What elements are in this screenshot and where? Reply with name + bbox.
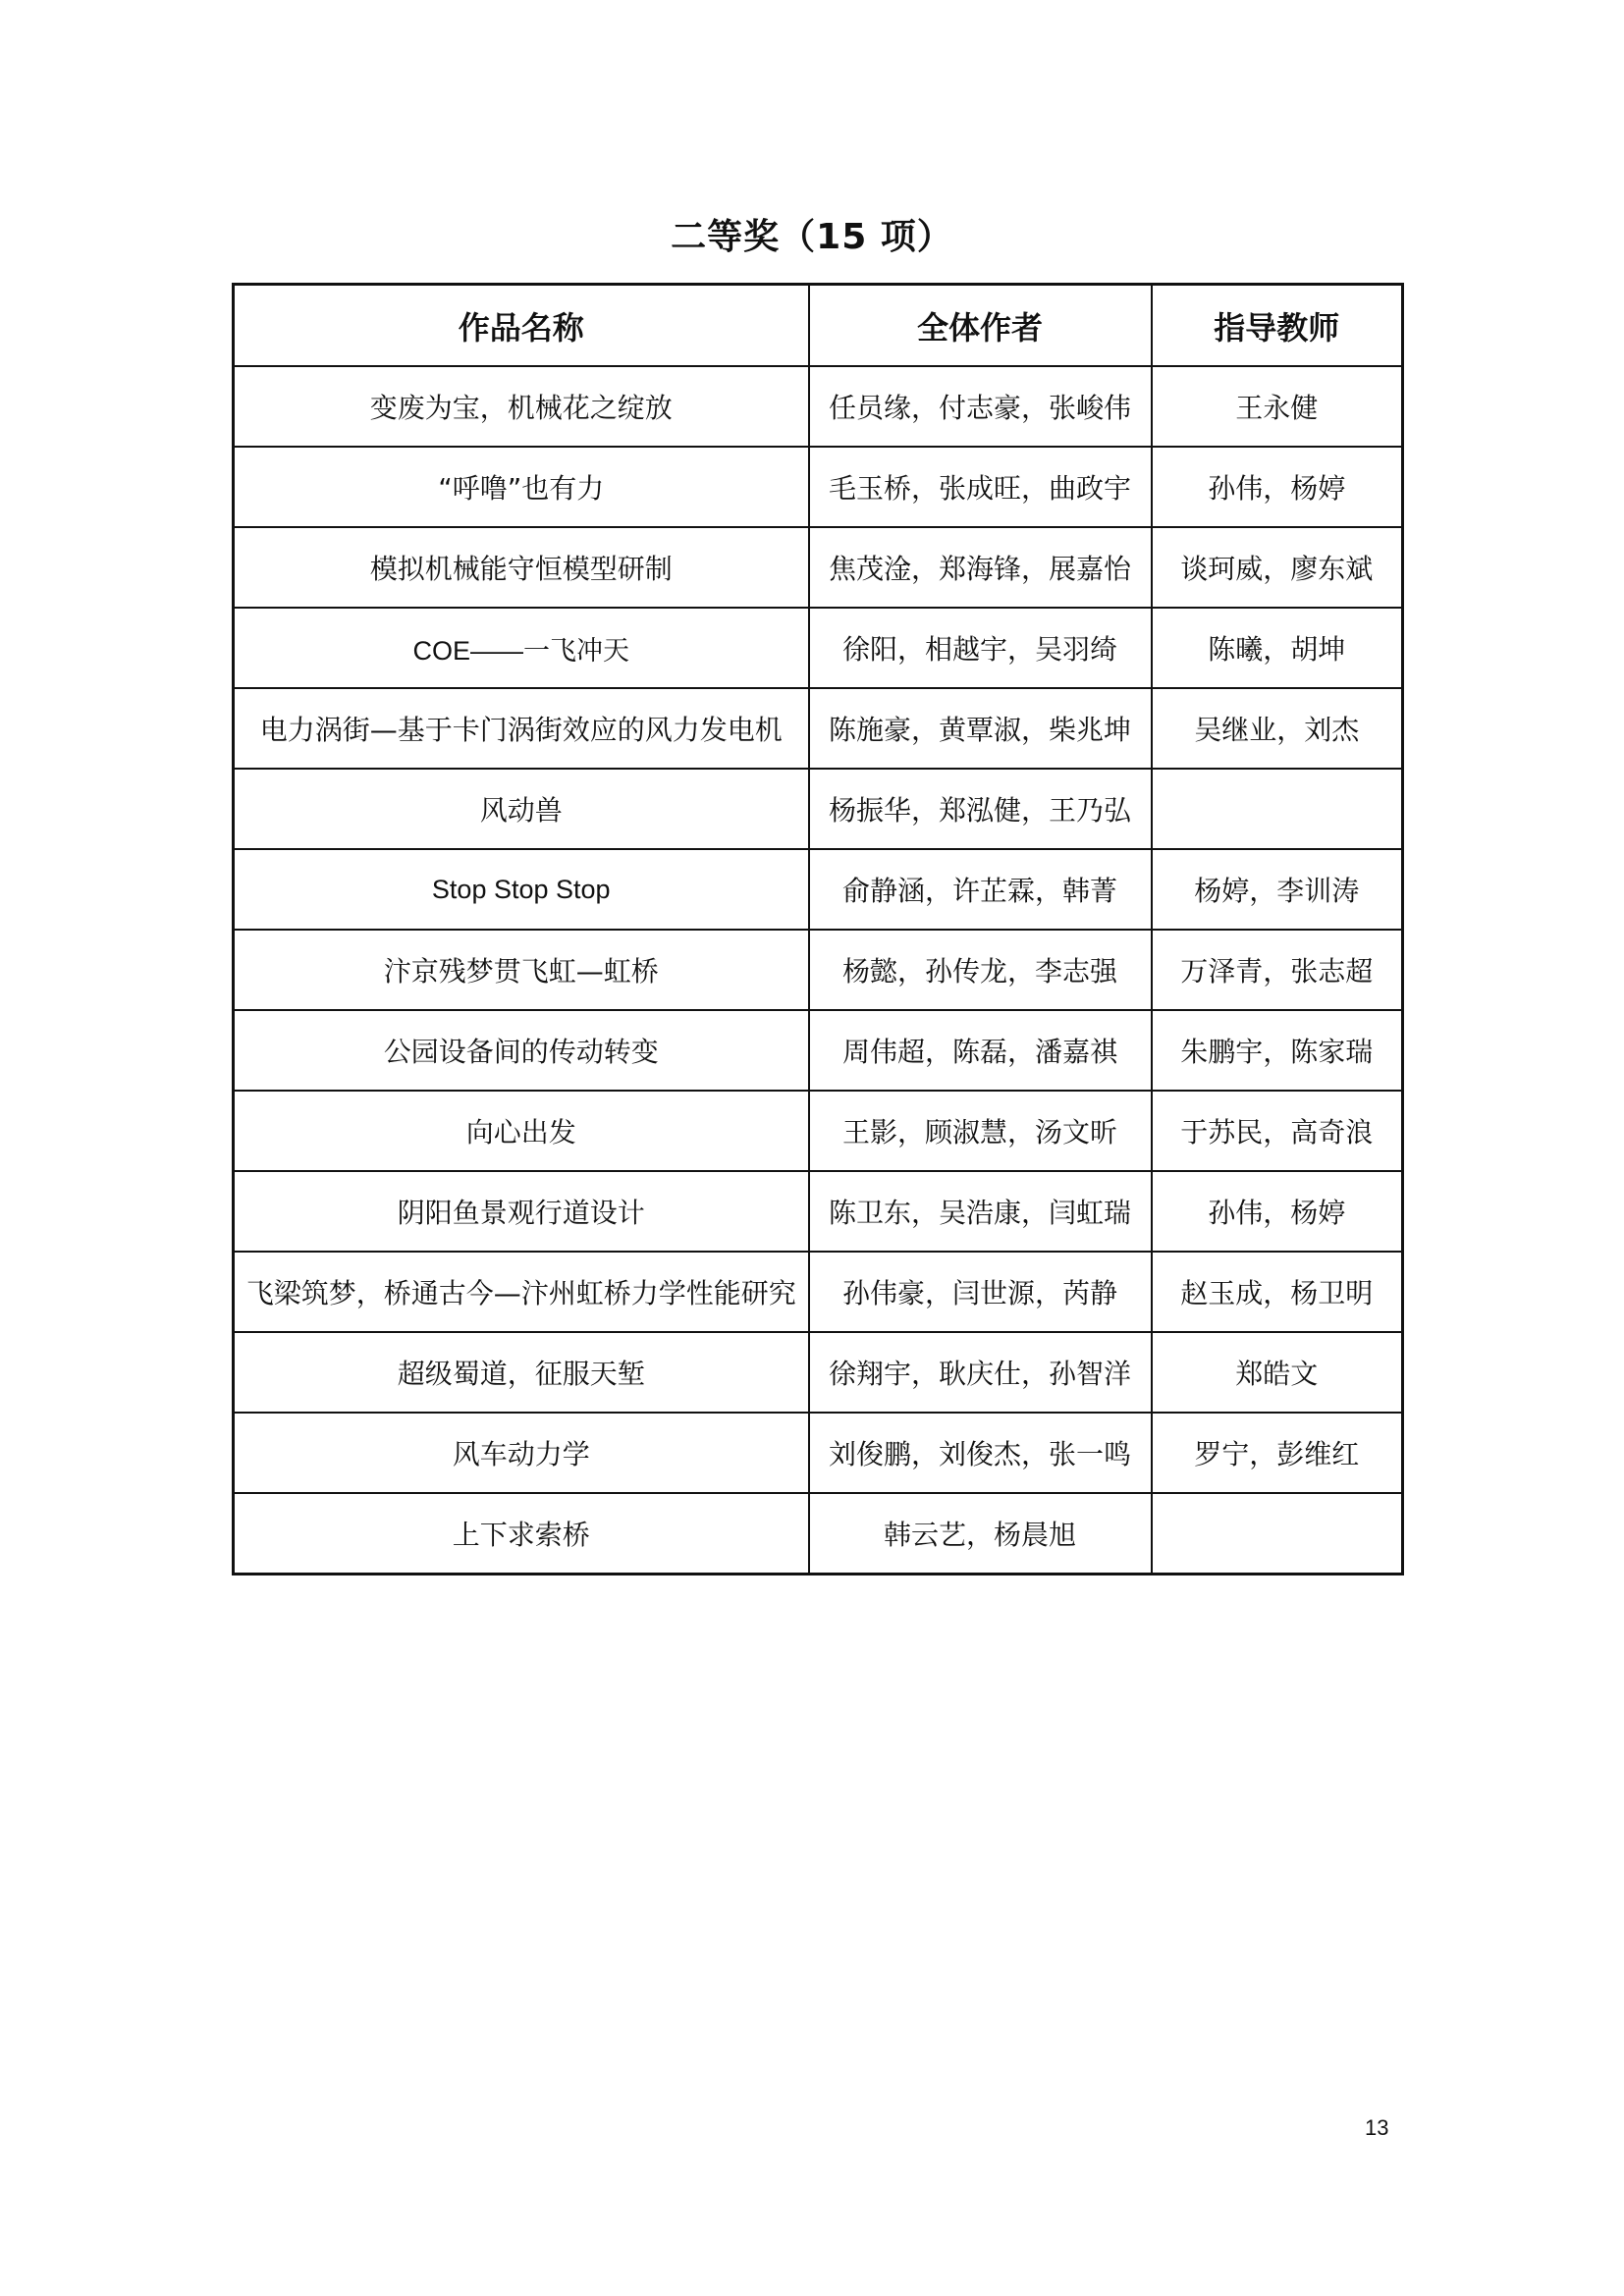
authors-cell: 杨振华，郑泓健，王乃弘 (809, 769, 1152, 849)
authors-cell: 徐翔宇，耿庆仕，孙智洋 (809, 1332, 1152, 1413)
work-name-cell: 汴京残梦贯飞虹—虹桥 (234, 930, 809, 1010)
advisors-cell: 孙伟，杨婷 (1152, 1171, 1403, 1252)
table-row (234, 930, 1403, 1010)
authors-cell: 韩云艺，杨晨旭 (809, 1493, 1152, 1575)
advisors-cell (1152, 1493, 1403, 1575)
work-name-cell: 模拟机械能守恒模型研制 (234, 527, 809, 608)
work-name-cell: 上下求索桥 (234, 1493, 809, 1575)
work-name-cell: 风车动力学 (234, 1413, 809, 1493)
authors-cell: 焦茂淦，郑海锋，展嘉怡 (809, 527, 1152, 608)
table-row (234, 1493, 1403, 1575)
advisors-cell: 朱鹏宇，陈家瑞 (1152, 1010, 1403, 1091)
advisors-cell: 赵玉成，杨卫明 (1152, 1252, 1403, 1332)
table-row (234, 849, 1403, 930)
advisors-cell: 孙伟，杨婷 (1152, 447, 1403, 527)
work-name-cell: 公园设备间的传动转变 (234, 1010, 809, 1091)
work-name-cell: 向心出发 (234, 1091, 809, 1171)
table-row (234, 1010, 1403, 1091)
authors-cell: 陈施豪，黄覃淑，柴兆坤 (809, 688, 1152, 769)
header-work-name: 作品名称 (234, 285, 809, 367)
work-name-cell: COE——一飞冲天 (234, 608, 809, 688)
authors-cell: 杨懿，孙传龙，李志强 (809, 930, 1152, 1010)
advisors-cell: 杨婷，李训涛 (1152, 849, 1403, 930)
advisors-cell: 谈珂威，廖东斌 (1152, 527, 1403, 608)
advisors-cell: 王永健 (1152, 366, 1403, 447)
authors-cell: 王影，顾淑慧，汤文昕 (809, 1091, 1152, 1171)
table-header-row (234, 285, 1403, 367)
table-row (234, 1332, 1403, 1413)
award-table (232, 283, 1404, 1575)
page-number: 13 (1365, 2115, 1389, 2140)
authors-cell: 毛玉桥，张成旺，曲政宇 (809, 447, 1152, 527)
work-name-cell: 变废为宝，机械花之绽放 (234, 366, 809, 447)
table-row (234, 366, 1403, 447)
work-name-cell: 风动兽 (234, 769, 809, 849)
advisors-cell: 于苏民，高奇浪 (1152, 1091, 1403, 1171)
authors-cell: 俞静涵，许芷霖，韩菁 (809, 849, 1152, 930)
work-name-cell: “呼噜”也有力 (234, 447, 809, 527)
table-row (234, 1252, 1403, 1332)
table-row (234, 1171, 1403, 1252)
table-row (234, 769, 1403, 849)
table-row (234, 1413, 1403, 1493)
advisors-cell: 吴继业，刘杰 (1152, 688, 1403, 769)
advisors-cell: 万泽青，张志超 (1152, 930, 1403, 1010)
advisors-cell (1152, 769, 1403, 849)
table-row (234, 688, 1403, 769)
authors-cell: 陈卫东，吴浩康，闫虹瑞 (809, 1171, 1152, 1252)
table-row (234, 447, 1403, 527)
work-name-cell: 飞梁筑梦，桥通古今—汴州虹桥力学性能研究 (234, 1252, 809, 1332)
work-name-cell: 阴阳鱼景观行道设计 (234, 1171, 809, 1252)
authors-cell: 孙伟豪，闫世源，芮静 (809, 1252, 1152, 1332)
table-body (234, 366, 1403, 1575)
authors-cell: 周伟超，陈磊，潘嘉祺 (809, 1010, 1152, 1091)
work-name-cell: 电力涡街—基于卡门涡街效应的风力发电机 (234, 688, 809, 769)
authors-cell: 刘俊鹏，刘俊杰，张一鸣 (809, 1413, 1152, 1493)
page-title: 二等奖（15 项） (671, 217, 953, 257)
header-authors: 全体作者 (809, 285, 1152, 367)
work-name-cell: 超级蜀道，征服天堑 (234, 1332, 809, 1413)
advisors-cell: 郑皓文 (1152, 1332, 1403, 1413)
advisors-cell: 陈曦，胡坤 (1152, 608, 1403, 688)
table-row (234, 1091, 1403, 1171)
work-name-cell: Stop Stop Stop (234, 849, 809, 930)
advisors-cell: 罗宁，彭维红 (1152, 1413, 1403, 1493)
header-advisors: 指导教师 (1152, 285, 1403, 367)
authors-cell: 任员缘，付志豪，张峻伟 (809, 366, 1152, 447)
table-row (234, 608, 1403, 688)
table-row (234, 527, 1403, 608)
authors-cell: 徐阳，相越宇，吴羽绮 (809, 608, 1152, 688)
